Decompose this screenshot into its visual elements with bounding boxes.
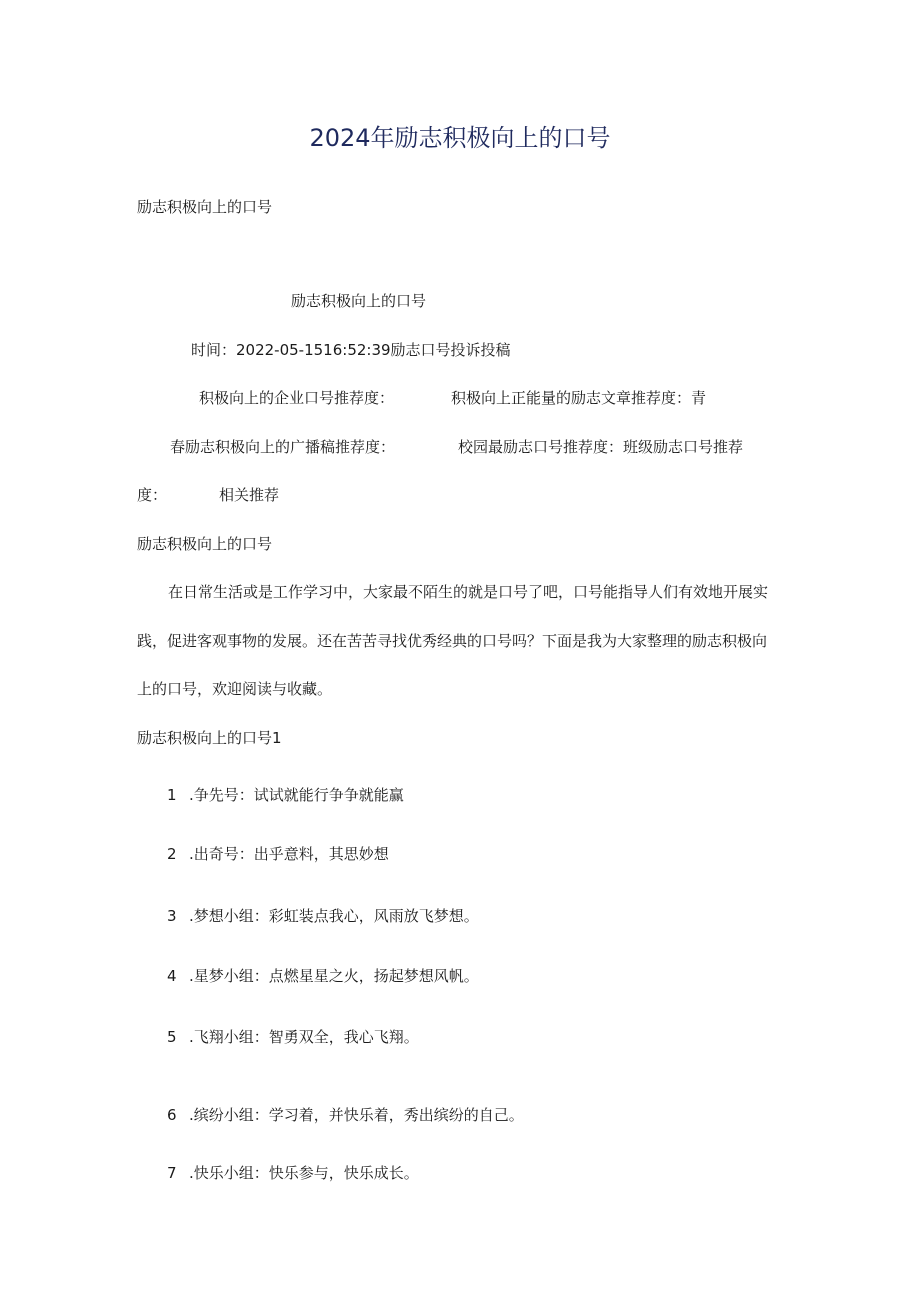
related-heading: 相关推荐 xyxy=(219,486,280,504)
list-item-text: .飞翔小组：智勇双全，我心飞翔。 xyxy=(189,1028,419,1046)
list-item xyxy=(167,1027,419,1047)
intro-paragraph-line: 践，促进客观事物的发展。还在苦苦寻找优秀经典的口号吗？下面是我为大家整理的励志积极向 xyxy=(137,632,768,650)
recommend-item: 积极向上的企业口号推荐度： xyxy=(199,389,395,407)
list-item-text: .争先号：试试就能行争争就能赢 xyxy=(189,786,404,804)
list-item-number: 4 xyxy=(167,967,177,985)
list-item-text: .快乐小组：快乐参与，快乐成长。 xyxy=(189,1164,419,1182)
list-item xyxy=(167,1163,419,1183)
list-item-text: .出奇号：出乎意料，其思妙想 xyxy=(189,845,389,863)
meta-line: 时间：2022-05-1516:52:39励志口号投诉投稿 xyxy=(191,341,511,359)
list-item-number: 7 xyxy=(167,1164,177,1182)
list-item-number: 6 xyxy=(167,1106,177,1124)
section-heading: 励志积极向上的口号 xyxy=(137,535,273,553)
list-item-number: 5 xyxy=(167,1028,177,1046)
document-title: 2024年励志积极向上的口号 xyxy=(309,124,611,152)
list-item-text: .梦想小组：彩虹装点我心，风雨放飞梦想。 xyxy=(189,907,479,925)
list-item xyxy=(167,966,479,986)
recommend-item: 春励志积极向上的广播稿推荐度： xyxy=(170,438,396,456)
article-title: 励志积极向上的口号 xyxy=(291,292,427,310)
list-item xyxy=(167,906,479,926)
list-item xyxy=(167,844,389,864)
subtitle-line: 励志积极向上的口号 xyxy=(137,198,273,216)
intro-paragraph-line: 在日常生活或是工作学习中，大家最不陌生的就是口号了吧，口号能指导人们有效地开展实 xyxy=(168,583,769,601)
intro-paragraph-line: 上的口号，欢迎阅读与收藏。 xyxy=(137,680,333,698)
list-item-number: 3 xyxy=(167,907,177,925)
list-item xyxy=(167,785,404,805)
list-heading: 励志积极向上的口号1 xyxy=(137,729,282,747)
list-item xyxy=(167,1105,524,1125)
list-item-text: .缤纷小组：学习着，并快乐着，秀出缤纷的自己。 xyxy=(189,1106,524,1124)
list-item-number: 1 xyxy=(167,786,177,804)
recommend-item: 度： xyxy=(137,486,168,504)
recommend-item: 校园最励志口号推荐度：班级励志口号推荐 xyxy=(458,438,744,456)
recommend-item: 积极向上正能量的励志文章推荐度：青 xyxy=(451,389,707,407)
list-item-number: 2 xyxy=(167,845,177,863)
list-item-text: .星梦小组：点燃星星之火，扬起梦想风帆。 xyxy=(189,967,479,985)
